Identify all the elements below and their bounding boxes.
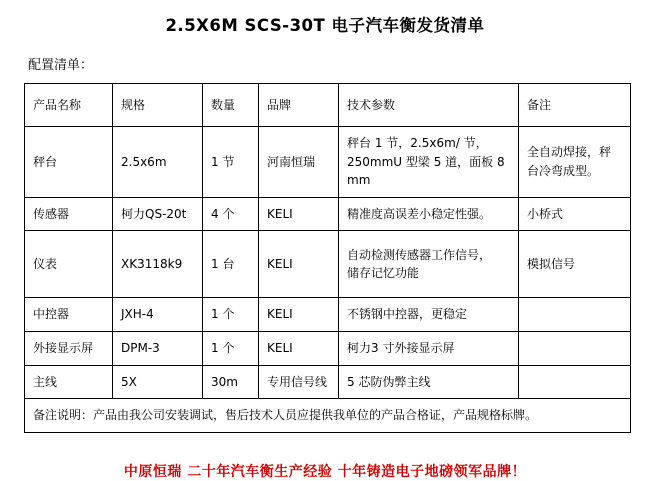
cell-spec: DPM-3 [113,331,203,365]
cell-brand: KELI [259,197,339,231]
cell-product-name: 中控器 [25,298,113,332]
header-product-name: 产品名称 [25,84,113,127]
table-row [25,331,631,365]
cell-quantity: 4 个 [203,197,259,231]
cell-quantity: 1 个 [203,331,259,365]
header-remark: 备注 [519,84,631,127]
cell-product-name: 外接显示屏 [25,331,113,365]
cell-brand: 河南恒瑞 [259,127,339,198]
table-row [25,231,631,298]
cell-quantity: 1 个 [203,298,259,332]
cell-tech-params: 不锈钢中控器，更稳定 [339,298,519,332]
table-row [25,298,631,332]
cell-spec: JXH-4 [113,298,203,332]
cell-quantity: 1 节 [203,127,259,198]
tech-params-line: 储存记忆功能 [347,266,420,281]
cell-product-name: 主线 [25,365,113,399]
cell-brand: 专用信号线 [259,365,339,399]
table-row [25,365,631,399]
cell-remark: 小桥式 [519,197,631,231]
cell-remark: 模拟信号 [519,231,631,298]
remark-line: 台冷弯成型。 [527,163,600,178]
specification-table [24,83,631,433]
cell-brand: KELI [259,231,339,298]
cell-product-name: 秤台 [25,127,113,198]
cell-spec: XK3118k9 [113,231,203,298]
tech-params-line: 自动检测传感器工作信号， [347,247,492,262]
config-list-label: 配置清单： [28,58,94,73]
cell-quantity: 1 台 [203,231,259,298]
table-row [25,197,631,231]
table-row [25,127,631,198]
cell-remark [519,298,631,332]
cell-tech-params: 5 芯防伪弊主线 [339,365,519,399]
header-spec: 规格 [113,84,203,127]
tech-params-line: 秤台 1 节，2.5x6m/ 节， [347,136,488,150]
cell-tech-params: 柯力3 寸外接显示屏 [339,331,519,365]
table-note-row [25,399,631,433]
cell-remark [519,127,631,198]
note-text: 备注说明：产品由我公司安装调试，售后技术人员应提供我单位的产品合格证，产品规格标牌。 [25,399,631,433]
cell-spec: 5X [113,365,203,399]
cell-product-name: 传感器 [25,197,113,231]
cell-tech-params [339,231,519,298]
cell-remark [519,365,631,399]
cell-spec: 柯力QS-20t [113,197,203,231]
cell-spec: 2.5x6m [113,127,203,198]
cell-tech-params [339,127,519,198]
page-title: 2.5X6M SCS-30T 电子汽车衡发货清单 [165,16,485,35]
remark-line: 全自动焊接，秤 [527,145,612,160]
cell-remark [519,331,631,365]
cell-quantity: 30m [203,365,259,399]
header-brand: 品牌 [259,84,339,127]
cell-brand: KELI [259,298,339,332]
header-tech-params: 技术参数 [339,84,519,127]
cell-tech-params: 精准度高误差小稳定性强。 [339,197,519,231]
footer-slogan: 中原恒瑞 二十年汽车衡生产经验 十年铸造电子地磅领军品牌！ [123,463,527,480]
cell-brand: KELI [259,331,339,365]
tech-params-line: 250mmU 型梁 5 道，面板 8mm [347,154,505,188]
header-quantity: 数量 [203,84,259,127]
table-header-row [25,84,631,127]
cell-product-name: 仪表 [25,231,113,298]
